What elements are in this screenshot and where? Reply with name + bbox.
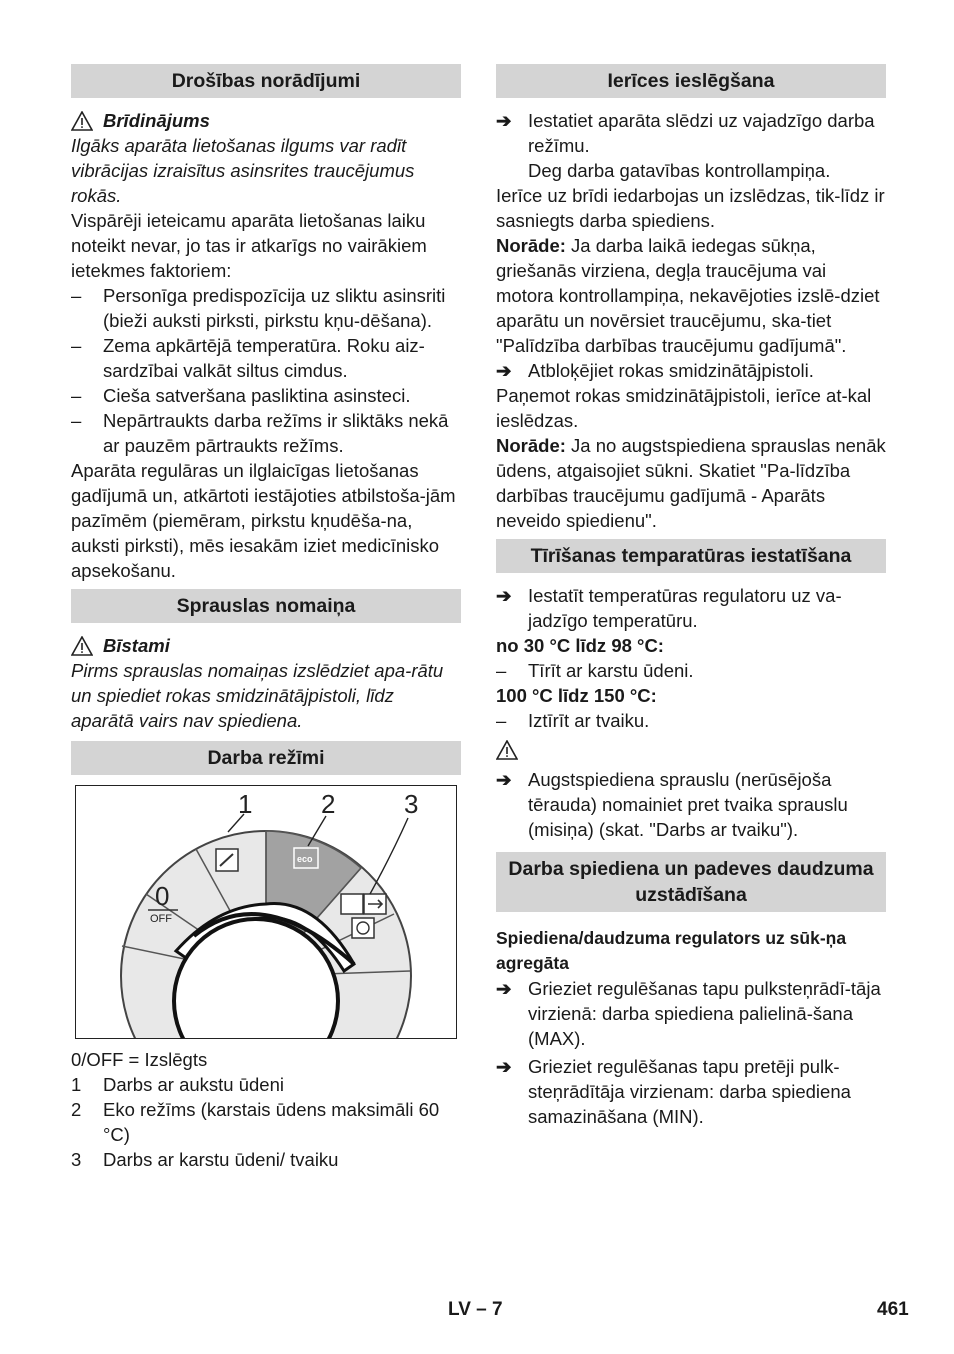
instruction-step: ➔ Iestatīt temperatūras regulatoru uz va-jadzīgo temperatūru. <box>496 585 842 631</box>
page-number: 461 <box>877 1299 909 1320</box>
right-column <box>496 64 886 1129</box>
warning-symbol <box>496 733 886 767</box>
note: Norāde: Ja no augstspiediena sprauslas nenāk ūdens, atgaisojiet sūkni. Skatiet "Pa-līdzība darbības traucējumu gadījumā - Aparāts neveido spiedienu". <box>496 435 886 531</box>
warning-block <box>71 108 461 133</box>
paragraph: Vispārēji ieteicamu aparāta lietošanas laiku noteikt nevar, jo tas ir atkarīgs no vairākiem ietekmes faktoriem: <box>71 210 427 281</box>
legend-item: 1 Darbs ar aukstu ūdeni <box>71 1074 284 1095</box>
instruction-step: ➔ Atbloķējiet rokas smidzinātājpistoli. <box>496 360 814 381</box>
list-item: – Tīrīt ar karstu ūdeni. <box>496 660 694 681</box>
section-heading-nozzle: Sprauslas nomaiņa <box>71 589 461 623</box>
danger-text: Pirms sprauslas nomaiņas izslēdziet apa-rātu un spiediet rokas smidzinātājpistoli, līdz aparātā vairs nav spiediena. <box>71 660 444 731</box>
instruction-step: ➔ Augstspiediena sprauslu (nerūsējoša tērauda) nomainiet pret tvaika sprauslu (misiņa) (skat. "Darbs ar tvaiku"). <box>496 769 848 840</box>
list-item: – Nepārtraukts darba režīms ir sliktāks nekā ar pauzēm pārtraukts režīms. <box>71 410 449 456</box>
eco-icon: eco <box>297 854 313 864</box>
left-column <box>71 64 461 1172</box>
danger-block <box>71 633 461 658</box>
mode-dial-drawing <box>76 786 456 1038</box>
figure-label-off: OFF <box>150 913 172 925</box>
paragraph: Paņemot rokas smidzinātājpistoli, ierīce at-kal ieslēdzas. <box>496 385 872 431</box>
note: Norāde: Ja darba laikā iedegas sūkņa, griešanās virziena, degļa traucējuma vai motora kontrollampiņa, nekavējoties izslē-dziet aparātu un novērsiet traucējumu, ska-tiet "Palīdzība darbības traucējumu gadījumā". <box>496 235 880 356</box>
section-heading-pressure: Darba spiediena un padeves daudzuma uzstādīšana <box>496 852 886 912</box>
paragraph: Aparāta regulāras un ilglaicīgas lietošanas gadījumā un, atkārtoti iestājoties atbilstoša-jām pazīmēm (piemēram, pirkstu kņudēša-na, auksti pirksti), mēs iesakām iziet medicīnisko apsekošanu. <box>71 460 456 581</box>
section-heading-safety: Drošības norādījumi <box>71 64 461 98</box>
paragraph: Ierīce uz brīdi iedarbojas un izslēdzas, tik-līdz ir sasniegts darba spiediens. <box>496 185 885 231</box>
danger-title: Bīstami <box>103 635 170 656</box>
section-heading-start: Ierīces ieslēgšana <box>496 64 886 98</box>
footer-language: LV – 7 <box>448 1299 503 1320</box>
temp-range-label: no 30 °C līdz 98 °C: <box>496 635 664 656</box>
instruction-step: ➔ Iestatiet aparāta slēdzi uz vajadzīgo darba režīmu. <box>496 110 875 156</box>
list-item: – Zema apkārtējā temperatūra. Roku aiz-sardzībai valkāt siltus cimdus. <box>71 335 425 381</box>
indented-note: Deg darba gatavības kontrollampiņa. <box>528 160 831 181</box>
warning-triangle-icon <box>71 636 93 656</box>
figure-label-2: 2 <box>321 789 336 819</box>
list-item: – Personīga predispozīcija uz sliktu asinsriti (bieži auksti pirksti, pirkstu kņu-dēšana). <box>71 285 446 331</box>
mode-dial-figure <box>75 785 457 1039</box>
legend-item: 3 Darbs ar karstu ūdeni/ tvaiku <box>71 1149 339 1170</box>
temp-range-label: 100 °C līdz 150 °C: <box>496 685 657 706</box>
list-item: – Cieša satveršana pasliktina asinsteci. <box>71 385 411 406</box>
subheading: Spiediena/daudzuma regulators uz sūk-ņa agregāta <box>496 928 847 973</box>
dash-list <box>71 283 461 458</box>
legend-off: 0/OFF = Izslēgts <box>71 1049 208 1070</box>
warning-title: Brīdinājums <box>103 110 210 131</box>
figure-label-0: 0 <box>155 881 170 911</box>
instruction-step: ➔ Grieziet regulēšanas tapu pretēji pulk-steņrādītāja virzienam: darba spiediena samazināšana (MIN). <box>496 1056 851 1127</box>
warning-triangle-icon <box>71 111 93 131</box>
warning-triangle-icon <box>496 740 518 760</box>
legend-item: 2 Eko režīms (karstais ūdens maksimāli 60 °C) <box>71 1099 440 1145</box>
list-item: – Iztīrīt ar tvaiku. <box>496 710 650 731</box>
warning-text: Ilgāks aparāta lietošanas ilgums var radīt vibrācijas izraisītus asinsrites traucējumus rokās. <box>71 135 415 206</box>
instruction-step: ➔ Grieziet regulēšanas tapu pulksteņrādī-tāja virzienā: darba spiediena palielinā-šana (MAX). <box>496 978 881 1049</box>
section-heading-temperature: Tīrīšanas temparatūras iestatīšana <box>496 539 886 573</box>
figure-label-1: 1 <box>238 789 253 819</box>
section-heading-modes: Darba režīmi <box>71 741 461 775</box>
figure-label-3: 3 <box>404 789 419 819</box>
